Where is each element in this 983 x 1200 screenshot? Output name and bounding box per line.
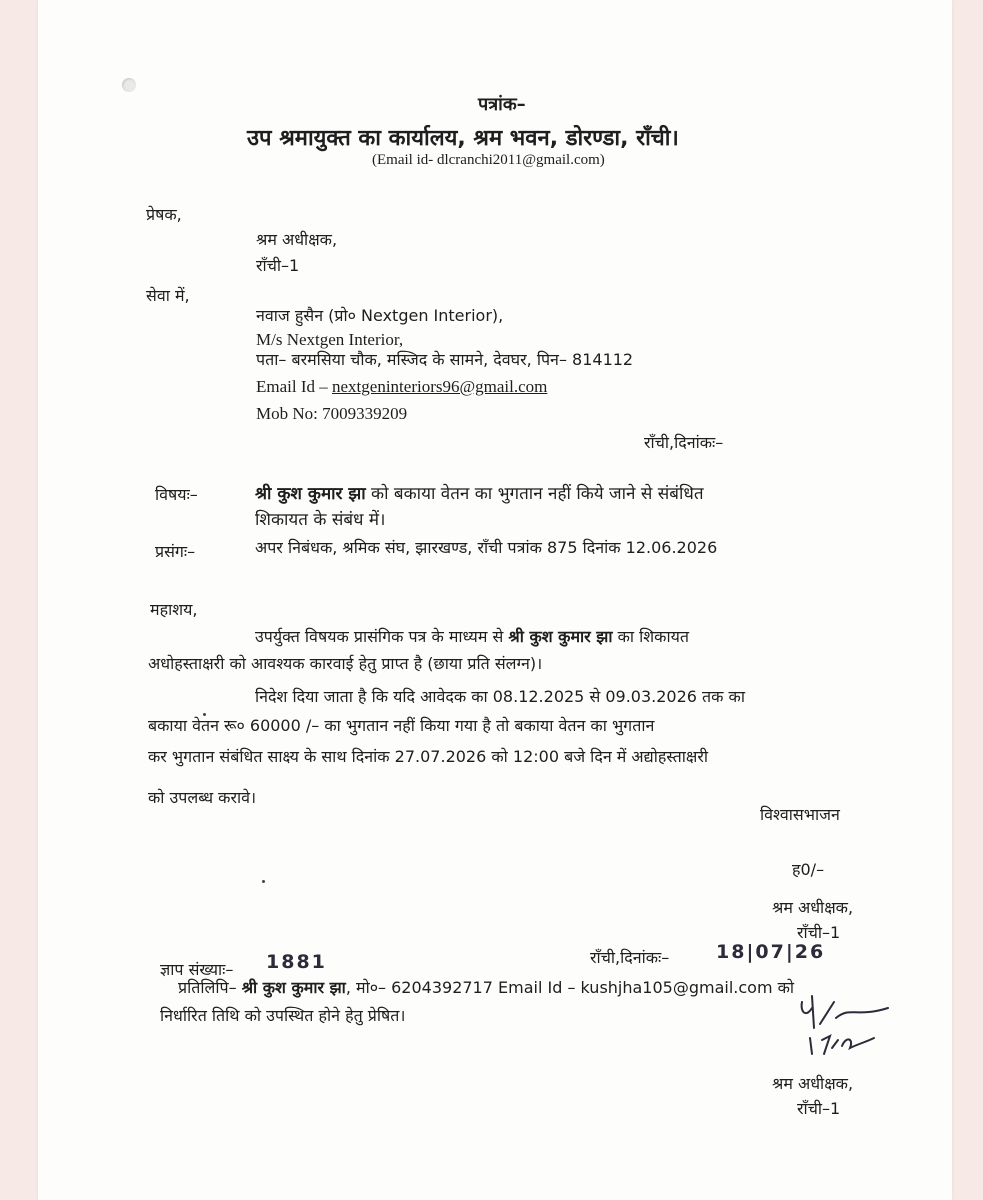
- copy-name: श्री कुश कुमार झा: [241, 978, 346, 997]
- para1-line-2: अधोहस्ताक्षरी को आवश्यक कारवाई हेतु प्राप्त है (छाया प्रति संलग्न)।: [148, 654, 543, 673]
- copy-line-2: निर्धारित तिथि को उपस्थित होने हेतु प्रेषित।: [160, 1006, 406, 1025]
- reference-label: प्रसंगः–: [155, 542, 196, 561]
- subject-line-2: शिकायत के संबंध में।: [255, 510, 386, 530]
- recipient-name: नवाज हुसैन (प्रो० Nextgen Interior),: [256, 306, 504, 325]
- recipient-mobile: Mob No: 7009339209: [256, 404, 408, 423]
- closing-signed: ह0/–: [792, 860, 825, 879]
- para1-line-1: [255, 625, 689, 647]
- reference-text: अपर निबंधक, श्रमिक संघ, झारखण्ड, राँची पत्रांक 875 दिनांक 12.06.2026: [255, 538, 718, 557]
- punch-hole: [122, 78, 136, 92]
- copy-label: प्रतिलिपि–: [178, 978, 242, 997]
- memo-date-handwritten: 18|07|26: [716, 941, 826, 963]
- sender-label: प्रेषक,: [146, 205, 182, 224]
- memo-date-label: राँची,दिनांकः–: [590, 948, 670, 967]
- recipient-email-prefix: Email Id –: [256, 377, 333, 396]
- stray-mark: [262, 880, 265, 883]
- sender-designation: श्रम अधीक्षक,: [256, 230, 338, 249]
- closing-place: राँची–1: [797, 923, 841, 942]
- sender-place: राँची–1: [256, 256, 300, 275]
- final-place: राँची–1: [797, 1099, 841, 1118]
- subject-text: को बकाया वेतन का भुगतान नहीं किये जाने से संबंधित: [365, 484, 704, 504]
- handwritten-signature: [790, 988, 900, 1060]
- office-email: (Email id- dlcranchi2011@gmail.com): [372, 152, 605, 168]
- subject-name: श्री कुश कुमार झा: [255, 484, 366, 504]
- para2-line-1: निदेश दिया जाता है कि यदि आवेदक का 08.12.2025 से 09.03.2026 तक का: [255, 687, 745, 706]
- recipient-address: पता– बरमसिया चौक, मस्जिद के सामने, देवघर, पिन– 814112: [256, 350, 634, 369]
- final-designation: श्रम अधीक्षक,: [772, 1074, 854, 1093]
- closing-yours: विश्वासभाजन: [760, 805, 840, 824]
- copy-line-1: [178, 976, 794, 998]
- office-heading: उप श्रमायुक्त का कार्यालय, श्रम भवन, डोरण्डा, राँची।: [247, 126, 679, 151]
- letter-date-line: राँची,दिनांकः–: [644, 433, 724, 452]
- recipient-label: सेवा में,: [146, 286, 190, 305]
- memo-number-handwritten: 1881: [266, 951, 327, 973]
- recipient-firm: M/s Nextgen Interior,: [256, 330, 404, 349]
- recipient-email-line: [256, 377, 547, 397]
- para1-name: श्री कुश कुमार झा: [508, 627, 613, 646]
- para1-text-b: का शिकायत: [612, 627, 690, 646]
- salutation: महाशय,: [150, 600, 198, 619]
- para2-line-4: को उपलब्ध करावे।: [148, 788, 257, 807]
- closing-designation: श्रम अधीक्षक,: [772, 898, 854, 917]
- copy-text: , मो०– 6204392717 Email Id – kushjha105@gmail.com को: [345, 978, 795, 997]
- recipient-email-link[interactable]: nextgeninteriors96@gmail.com: [332, 377, 548, 396]
- para2-line-2: बकाया वेतन रू० 60000 /– का भुगतान नहीं किया गया है तो बकाया वेतन का भुगतान: [148, 716, 655, 735]
- subject-label: विषयः–: [155, 485, 198, 504]
- para2-line-3: कर भुगतान संबंधित साक्ष्य के साथ दिनांक 27.07.2026 को 12:00 बजे दिन में अद्योहस्ताक्षरी: [148, 747, 709, 766]
- para1-text-a: उपर्युक्त विषयक प्रासंगिक पत्र के माध्यम से: [255, 627, 509, 646]
- memo-number-label: ज्ञाप संख्याः–: [160, 960, 234, 979]
- letter-number-label: पत्रांक–: [478, 94, 526, 115]
- subject-line-1: [255, 481, 704, 504]
